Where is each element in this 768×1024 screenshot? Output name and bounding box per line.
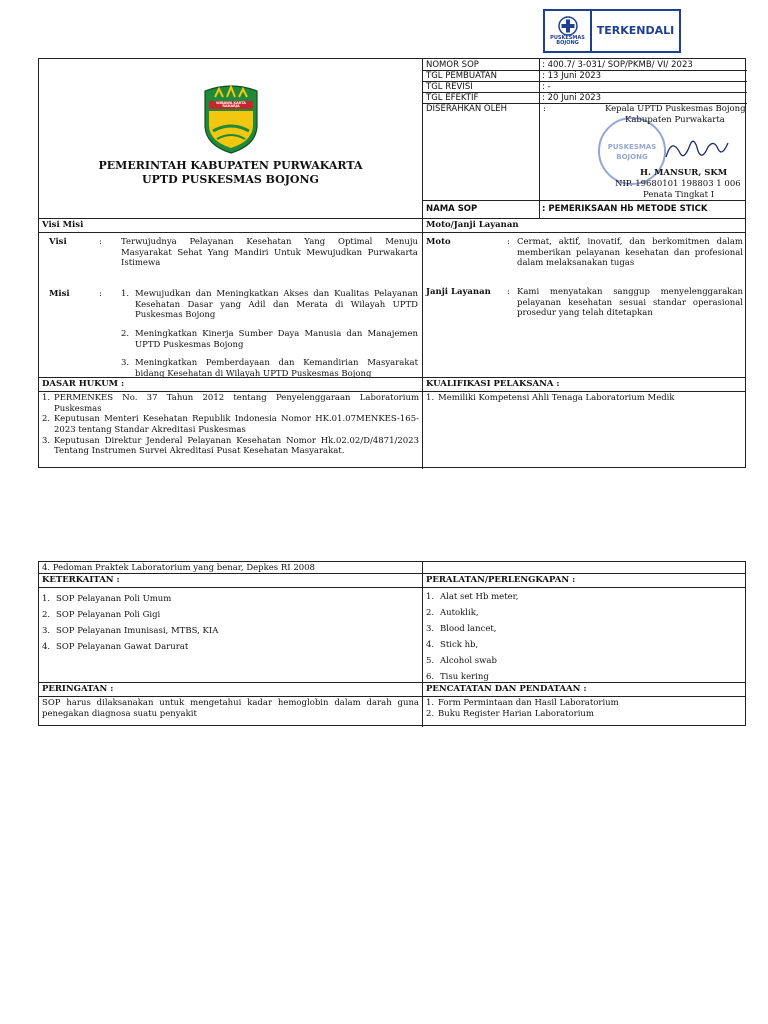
gov-name: PEMERINTAH KABUPATEN PURWAKARTA bbox=[98, 159, 363, 172]
peralatan-item-text: Alat set Hb meter, bbox=[440, 592, 519, 602]
peralatan-item-number: 2. bbox=[426, 608, 435, 618]
peralatan-item-text: Autoklik, bbox=[440, 608, 479, 618]
peralatan-item-text: Alcohol swab bbox=[440, 656, 497, 666]
dasar-hukum-list bbox=[42, 393, 419, 457]
sop-name-label: NAMA SOP bbox=[426, 204, 478, 214]
sop-detail-block bbox=[38, 561, 746, 726]
logo-motto: WIBAWA KARTA RAHARJA bbox=[216, 101, 246, 109]
keterkaitan-item bbox=[42, 639, 419, 655]
dasar-item-text: Keputusan Direktur Jenderal Pelayanan Kesehatan Nomor Hk.02.02/D/4871/2023 Tentang Instrumen Survei Akreditasi Pusat Kesehatan Masyarakat. bbox=[54, 435, 419, 457]
meta-tgl-revisi-value: : - bbox=[542, 82, 551, 92]
keterkaitan-item bbox=[42, 607, 419, 623]
janji-text: Kami menyatakan sanggup menyelenggarakan pelayanan kesehatan sesuai standar operasional prosedur yang telah ditetapkan bbox=[517, 287, 743, 319]
signer-title1: Kepala UPTD Puskesmas Bojong bbox=[605, 104, 746, 114]
badge-status: TERKENDALI bbox=[596, 24, 675, 38]
dasar-item bbox=[42, 393, 419, 414]
peralatan-item bbox=[426, 605, 742, 621]
meta-diserahkan-colon: : bbox=[543, 104, 546, 114]
visi-text: Terwujudnya Pelayanan Kesehatan Yang Optimal Menuju Masyarakat Sehat Yang Mandiri Untuk Mewujudkan Purwakarta Istimewa bbox=[121, 237, 418, 269]
misi-colon: : bbox=[99, 289, 102, 299]
peralatan-item-text: Tisu kering bbox=[440, 672, 489, 682]
keterkaitan-item-text: SOP Pelayanan Imunisasi, MTBS, KIA bbox=[56, 626, 219, 636]
keterkaitan-item-number: 3. bbox=[42, 626, 51, 636]
visi-colon: : bbox=[99, 237, 102, 247]
pencatatan-item-number: 1. bbox=[426, 698, 435, 708]
peralatan-item bbox=[426, 653, 742, 669]
keterkaitan-heading: KETERKAITAN : bbox=[42, 575, 120, 585]
peralatan-item-number: 1. bbox=[426, 592, 435, 602]
dasar-item4: 4. Pedoman Praktek Laboratorium yang benar, Depkes RI 2008 bbox=[42, 563, 315, 573]
dasar-item bbox=[42, 414, 419, 435]
misi-item bbox=[121, 289, 418, 321]
kualifikasi-item bbox=[426, 393, 742, 404]
kualifikasi-list bbox=[426, 393, 742, 404]
misi-item-number: 1. bbox=[121, 289, 130, 299]
meta-diserahkan-label: DISERAHKAN OLEH bbox=[426, 104, 508, 114]
pencatatan-item bbox=[426, 709, 742, 720]
misi-item-text: Meningkatkan Kinerja Sumber Daya Manusia dan Manajemen UPTD Puskesmas Bojong bbox=[135, 328, 418, 350]
peralatan-item bbox=[426, 621, 742, 637]
badge-org-line1: PUSKESMAS bbox=[550, 35, 585, 41]
peringatan-heading: PERINGATAN : bbox=[42, 684, 114, 694]
misi-label: Misi bbox=[49, 289, 70, 299]
peralatan-list bbox=[426, 589, 742, 685]
pencatatan-item bbox=[426, 698, 742, 709]
janji-colon: : bbox=[507, 287, 510, 297]
misi-item-text: Mewujudkan dan Meningkatkan Akses dan Kualitas Pelayanan Kesehatan Dasar yang Adil dan Merata di Wilayah UPTD Puskesmas Bojong bbox=[135, 289, 418, 321]
meta-tgl-pembuatan-label: TGL PEMBUATAN bbox=[426, 71, 497, 81]
meta-tgl-pembuatan-value: : 13 Juni 2023 bbox=[542, 71, 602, 81]
keterkaitan-item-number: 4. bbox=[42, 642, 51, 652]
peralatan-item-number: 3. bbox=[426, 624, 435, 634]
keterkaitan-item-number: 2. bbox=[42, 610, 51, 620]
sop-header-block bbox=[38, 58, 746, 468]
peralatan-item-number: 4. bbox=[426, 640, 435, 650]
stamp-line2: BOJONG bbox=[616, 153, 648, 161]
dasar-item-number: 3. bbox=[42, 435, 51, 446]
janji-label: Janji Layanan bbox=[426, 287, 491, 297]
dasar-item bbox=[42, 436, 419, 457]
dasar-item-text: Keputusan Menteri Kesehatan Republik Indonesia Nomor HK.01.07MENKES-165-2023 tentang Standar Akreditasi Puskesmas bbox=[54, 414, 419, 435]
peralatan-item-text: Stick hb, bbox=[440, 640, 479, 650]
misi-item-number: 2. bbox=[121, 328, 130, 339]
sop-name-value: : PEMERIKSAAN Hb METODE STICK bbox=[542, 204, 708, 214]
puskesmas-cross-icon bbox=[558, 16, 578, 36]
meta-tgl-revisi-label: TGL REVISI bbox=[426, 82, 473, 92]
kualifikasi-item-text: Memiliki Kompetensi Ahli Tenaga Laboratorium Medik bbox=[438, 393, 675, 403]
visi-label: Visi bbox=[49, 237, 67, 247]
keterkaitan-list bbox=[42, 591, 419, 655]
peringatan-text: SOP harus dilaksanakan untuk mengetahui kadar hemoglobin dalam darah guna penegakan diagnosa suatu penyakit bbox=[42, 698, 419, 719]
meta-table bbox=[422, 59, 747, 218]
visi-misi-heading: Visi Misi bbox=[42, 220, 84, 230]
peralatan-item bbox=[426, 637, 742, 653]
unit-name: UPTD PUSKESMAS BOJONG bbox=[142, 173, 319, 186]
dasar-item-number: 1. bbox=[42, 393, 51, 403]
keterkaitan-item-text: SOP Pelayanan Poli Umum bbox=[56, 594, 172, 604]
pencatatan-heading: PENCATATAN DAN PENDATAAN : bbox=[426, 684, 587, 694]
dasar-item-text: PERMENKES No. 37 Tahun 2012 tentang Penyelenggaraan Laboratorium Puskesmas bbox=[54, 393, 419, 414]
signer-rank: Penata Tingkat I bbox=[643, 190, 715, 200]
kualifikasi-item-number: 1. bbox=[426, 393, 435, 403]
meta-tgl-efektif-label: TGL EFEKTIF bbox=[426, 93, 479, 103]
keterkaitan-item-number: 1. bbox=[42, 594, 51, 604]
moto-heading: Moto/Janji Layanan bbox=[426, 220, 519, 230]
moto-label: Moto bbox=[426, 237, 451, 247]
signer-nip: NIP. 19680101 198803 1 006 bbox=[615, 179, 741, 189]
signature-mark bbox=[662, 135, 732, 165]
moto-text: Cermat, aktif, inovatif, dan berkomitmen dalam memberikan pelayanan kesehatan dan profesional dalam melaksanakan tugas bbox=[517, 237, 743, 269]
keterkaitan-item-text: SOP Pelayanan Poli Gigi bbox=[56, 610, 161, 620]
misi-item-number: 3. bbox=[121, 358, 130, 369]
meta-tgl-efektif-value: : 20 Juni 2023 bbox=[542, 93, 602, 103]
misi-item bbox=[121, 329, 418, 350]
peralatan-heading: PERALATAN/PERLENGKAPAN : bbox=[426, 575, 576, 585]
misi-item-text: Meningkatkan Pemberdayaan dan Kemandirian Masyarakat bidang Kesehatan di Wilayah UPTD Puskesmas Bojong bbox=[135, 358, 418, 379]
control-badge bbox=[543, 9, 681, 53]
stamp-line1: PUSKESMAS bbox=[607, 143, 657, 151]
puskesmas-logo bbox=[545, 11, 592, 51]
pencatatan-item-text: Buku Register Harian Laboratorium bbox=[438, 708, 594, 719]
badge-org-line2: BOJONG bbox=[556, 40, 579, 46]
signer-title2: Kabupaten Purwakarta bbox=[625, 115, 725, 125]
kualifikasi-heading: KUALIFIKASI PELAKSANA : bbox=[426, 379, 560, 389]
moto-colon: : bbox=[507, 237, 510, 247]
keterkaitan-item bbox=[42, 591, 419, 607]
keterkaitan-item-text: SOP Pelayanan Gawat Darurat bbox=[56, 642, 189, 652]
pencatatan-list bbox=[426, 698, 742, 719]
meta-nomor-value: : 400.7/ 3-031/ SOP/PKMB/ VI/ 2023 bbox=[542, 60, 693, 70]
signer-name: H. MANSUR, SKM bbox=[640, 168, 728, 178]
keterkaitan-item bbox=[42, 623, 419, 639]
dasar-item-number: 2. bbox=[42, 414, 51, 425]
pencatatan-item-text: Form Permintaan dan Hasil Laboratorium bbox=[438, 698, 619, 708]
meta-nomor-label: NOMOR SOP bbox=[426, 60, 479, 70]
pencatatan-item-number: 2. bbox=[426, 708, 435, 719]
dasar-hukum-heading: DASAR HUKUM : bbox=[42, 379, 125, 389]
peralatan-item-number: 5. bbox=[426, 656, 435, 666]
peralatan-item-number: 6. bbox=[426, 672, 435, 682]
peralatan-item-text: Blood lancet, bbox=[440, 624, 497, 634]
regency-logo bbox=[199, 81, 263, 155]
misi-list bbox=[121, 289, 418, 379]
peralatan-item bbox=[426, 589, 742, 605]
